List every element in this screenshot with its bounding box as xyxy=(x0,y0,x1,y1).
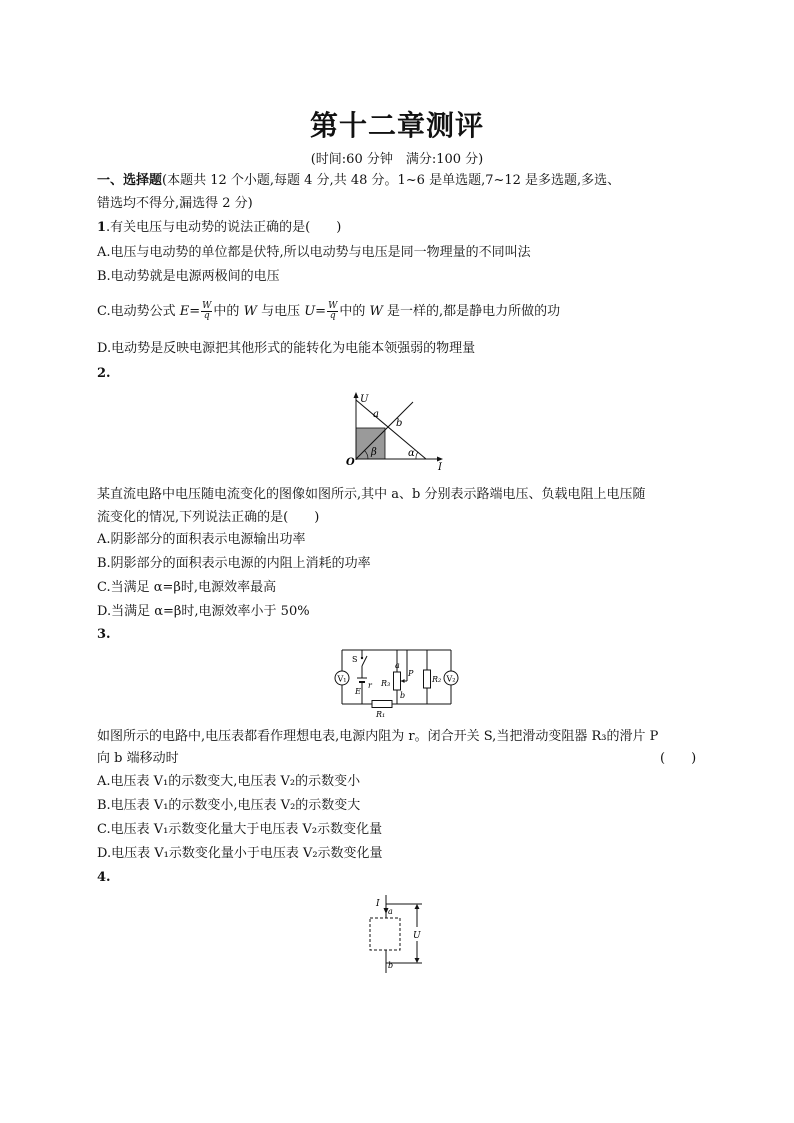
switch-contact xyxy=(361,657,363,659)
q1-number: 1 xyxy=(97,220,107,235)
q1-option-c-w2: W xyxy=(369,304,383,319)
label-v1: V₁ xyxy=(337,674,347,684)
q1-option-c-suffix: 是一样的,都是静电力所做的功 xyxy=(382,304,561,319)
resistor-r2 xyxy=(424,670,431,688)
q1-option-d: D.电动势是反映电源把其他形式的能转化为电能本领强弱的物理量 xyxy=(97,341,476,356)
q3-option-a: A.电压表 V₁的示数变大,电压表 V₂的示数变小 xyxy=(97,774,361,789)
q1-option-c-mid3: 中的 xyxy=(339,304,370,319)
q1-option-c-prefix: C.电动势公式 xyxy=(97,304,180,319)
u-arrow-head-bottom xyxy=(415,958,420,963)
q2-ui-graph xyxy=(340,390,460,472)
q2-option-a: A.阴影部分的面积表示电源输出功率 xyxy=(97,532,306,547)
q1-formula-fraction-1 xyxy=(201,302,212,321)
label-b: b xyxy=(388,961,394,970)
q2-number: 2. xyxy=(97,366,111,381)
q2-option-d: D.当满足 α=β时,电源效率小于 50% xyxy=(97,604,310,619)
angle-alpha-arc xyxy=(416,452,418,459)
q1-stem: .有关电压与电动势的说法正确的是( ) xyxy=(106,220,342,235)
label-a: a xyxy=(395,661,400,670)
label-r3: R₃ xyxy=(381,679,391,688)
q1-option-b: B.电动势就是电源两极间的电压 xyxy=(97,269,280,284)
u-axis-arrow xyxy=(354,392,359,398)
q2-stem-2: 流变化的情况,下列说法正确的是( ) xyxy=(97,510,320,525)
q1-formula-fraction-2 xyxy=(327,302,338,321)
q3-stem-2: 向 b 端移动时 xyxy=(97,751,179,766)
section-heading-line xyxy=(97,172,620,190)
label-r1: R₁ xyxy=(376,710,386,719)
label-i: I xyxy=(438,462,442,472)
q2-option-b: B.阴影部分的面积表示电源的内阻上消耗的功率 xyxy=(97,556,371,571)
label-r: r xyxy=(368,681,372,690)
q2-number-text: 2 xyxy=(97,366,107,381)
unknown-element-box xyxy=(370,918,400,950)
fraction-denominator: q xyxy=(329,311,336,321)
label-r2: R₂ xyxy=(432,675,442,684)
section-heading: 一、选择题 xyxy=(97,173,163,188)
label-alpha: α xyxy=(408,448,415,459)
q1-option-c: C.电动势公式 E= $\frac{W}{q}$ 中的 W 与电压 U= $\frac{W}{q}$ 中的 W 是一样的,都是静电力所做的功 xyxy=(97,301,561,321)
q3-option-c: C.电压表 V₁示数变化量大于电压表 V₂示数变化量 xyxy=(97,822,383,837)
q1-option-c-e: E xyxy=(179,304,190,319)
label-beta: β xyxy=(371,447,377,458)
q3-stem-1: 如图所示的电路中,电压表都看作理想电表,电源内阻为 r。闭合开关 S,当把滑动变阻器 R₃的滑片 P xyxy=(97,729,659,744)
fraction-numerator: W xyxy=(202,301,212,311)
section-description-1: (本题共 12 个小题,每题 4 分,共 48 分。1~6 是单选题,7~12 是多选题,多选、 xyxy=(162,173,621,188)
label-a: a xyxy=(388,907,393,916)
label-o: O xyxy=(346,457,355,468)
q3-option-b: B.电压表 V₁的示数变小,电压表 V₂的示数变大 xyxy=(97,798,361,813)
q4-element-diagram xyxy=(365,893,435,975)
i-axis-arrow xyxy=(437,457,443,462)
q1-option-c-w1: W xyxy=(243,304,257,319)
label-u: U xyxy=(360,394,369,405)
q3-number: 3. xyxy=(97,627,111,642)
resistor-r3 xyxy=(394,672,401,690)
label-b: b xyxy=(396,418,403,429)
q3-option-d: D.电压表 V₁示数变化量小于电压表 V₂示数变化量 xyxy=(97,846,383,861)
page-title: 第十二章测评 xyxy=(309,109,484,142)
q1-option-c-mid2: 与电压 xyxy=(256,304,305,319)
label-b: b xyxy=(400,691,406,700)
q1-option-c-u: U xyxy=(304,304,316,319)
fraction-numerator: W xyxy=(328,301,338,311)
q1-stem-line xyxy=(97,219,341,237)
label-a: a xyxy=(373,409,379,420)
fraction-denominator: q xyxy=(203,311,210,321)
q1-option-a: A.电压与电动势的单位都是伏特,所以电动势与电压是同一物理量的不同叫法 xyxy=(97,245,531,260)
slider-arrow xyxy=(401,679,405,683)
resistor-r1 xyxy=(372,701,392,708)
page-subtitle: (时间:60 分钟 满分:100 分) xyxy=(310,152,484,167)
q4-number: 4. xyxy=(97,870,111,885)
q3-circuit-diagram xyxy=(334,646,464,720)
q1-option-c-mid1: 中的 xyxy=(213,304,244,319)
section-description-2: 错选均不得分,漏选得 2 分) xyxy=(97,196,253,211)
label-i: I xyxy=(376,899,380,909)
label-s: S xyxy=(352,655,358,664)
label-e: E xyxy=(355,687,361,696)
label-v2: V₂ xyxy=(446,674,456,684)
q4-number-text: 4 xyxy=(97,870,107,885)
q2-stem-1: 某直流电路中电压随电流变化的图像如图所示,其中 a、b 分别表示路端电压、负载电阻上电压随 xyxy=(97,487,646,502)
u-arrow-head-top xyxy=(415,904,420,909)
q3-answer-paren: ( ) xyxy=(660,751,697,766)
q2-option-c: C.当满足 α=β时,电源效率最高 xyxy=(97,580,277,595)
q3-number-text: 3 xyxy=(97,627,107,642)
label-u: U xyxy=(413,931,421,941)
label-p: P xyxy=(408,669,414,678)
